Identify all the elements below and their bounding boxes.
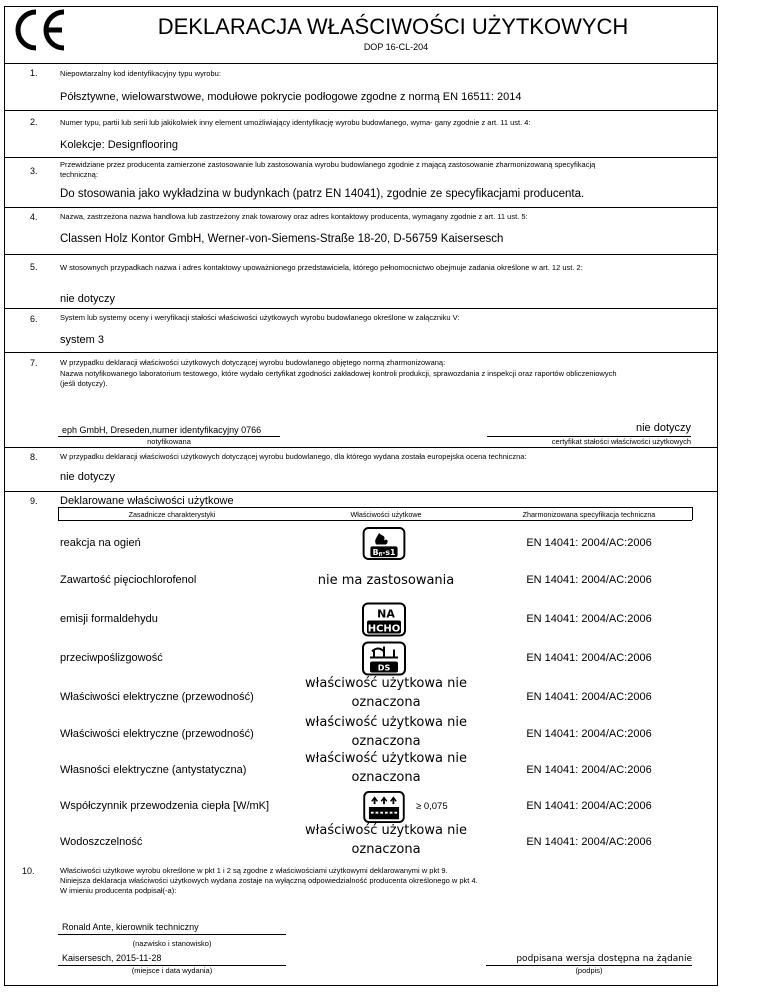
formaldehyde-na-hcho-icon: [362, 602, 406, 637]
dop-number: DOP 16-CL-204: [363, 42, 429, 52]
row-characteristic: reakcja na ogień: [60, 536, 141, 549]
svg-text:DS: DS: [377, 663, 391, 673]
section-6-value: system 3: [60, 334, 105, 346]
section-7-label: W przypadku deklaracji właściwości użytkowych dotyczącej wyrobu budowlanego objętego normą zharmonizowaną:: [60, 358, 446, 367]
section-10-line3: W imieniu producenta podpisał(-a):: [60, 886, 177, 895]
divider: [4, 254, 718, 255]
certificate-value: nie dotyczy: [635, 422, 691, 434]
signer-name: Ronald Ante, kierownik techniczny: [62, 922, 199, 932]
notified-lab-value: eph GmbH, Dreseden,numer identyfikacyjny 0766: [62, 425, 262, 435]
row-specification: EN 14041: 2004/AC:2006: [526, 800, 652, 812]
section-10-number: 10.: [22, 866, 35, 876]
divider: [4, 308, 718, 309]
section-4-number: 4.: [30, 212, 38, 222]
row-performance-value: ≥ 0,075: [416, 801, 448, 812]
divider: [4, 157, 718, 158]
row-characteristic: Zawartość pięciochlorofenol: [60, 574, 197, 586]
section-7-line3: (jeśli dotyczy).: [60, 379, 108, 388]
divider: [4, 352, 718, 353]
section-3-label-line2: techniczną:: [60, 170, 98, 179]
table-border: [58, 520, 692, 521]
table-border: [58, 507, 692, 508]
row-specification: EN 14041: 2004/AC:2006: [526, 764, 652, 776]
row-specification: EN 14041: 2004/AC:2006: [526, 690, 652, 703]
underline: [58, 934, 286, 935]
row-specification: EN 14041: 2004/AC:2006: [526, 836, 652, 848]
row-specification: EN 14041: 2004/AC:2006: [526, 728, 652, 740]
row-characteristic: Właściwości elektryczne (przewodność): [60, 728, 254, 740]
row-characteristic: Współczynnik przewodzenia ciepła [W/mK]: [60, 800, 270, 812]
row-specification: EN 14041: 2004/AC:2006: [526, 612, 652, 625]
notified-lab-caption: notyfikowana: [147, 437, 191, 446]
section-8-value: nie dotyczy: [60, 471, 116, 483]
row-specification: EN 14041: 2004/AC:2006: [526, 574, 652, 586]
section-10-line2: Niniejsza deklaracja właściwości użytkowych wydana zostaje na wyłączną odpowiedzialność producenta określonego w pkt 4.: [60, 876, 478, 885]
row-specification: EN 14041: 2004/AC:2006: [526, 536, 652, 549]
section-7-number: 7.: [30, 358, 38, 368]
section-2-value: Kolekcje: Designflooring: [60, 139, 179, 151]
section-5-number: 5.: [30, 262, 38, 272]
section-3-label-line1: Przewidziane przez producenta zamierzone zastosowanie lub zastosowania wyrobu budowlanego zgodnie z mającą zastosowanie zharmonizowaną specyfikacją: [60, 160, 596, 169]
underfloor-heating-icon: [362, 791, 406, 823]
section-6-number: 6.: [30, 314, 38, 324]
section-2-label: Numer typu, partii lub serii lub jakikolwiek inny element umożliwiający identyfikację wyrobu budowlanego, wyma- gany zgodnie z art. 11 ust. 4:: [60, 118, 531, 127]
svg-text:Bfl-s1: Bfl-s1: [372, 548, 396, 559]
row-performance: nie ma zastosowania: [317, 573, 455, 588]
row-performance: właściwość użytkowa nie oznaczona: [305, 823, 467, 857]
row-characteristic: Właściwości elektryczne (przewodność): [60, 690, 254, 703]
col-header-specification: Zharmonizowana specyfikacja techniczna: [522, 510, 656, 519]
row-performance: właściwość użytkowa nie oznaczona: [305, 715, 467, 749]
section-2-number: 2.: [30, 117, 38, 127]
section-8-label: W przypadku deklaracji właściwości użytkowych dotyczącej wyrobu budowlanego, dla którego wydana została europejska ocena techniczna:: [60, 452, 527, 461]
page-title: DEKLARACJA WŁAŚCIWOŚCI UŻYTKOWYCH: [157, 14, 629, 39]
col-header-characteristic: Zasadnicze charakterystyki: [128, 510, 216, 519]
section-9-label: Deklarowane właściwości użytkowe: [60, 495, 234, 507]
section-4-value: Classen Holz Kontor GmbH, Werner-von-Siemens-Straße 18-20, D-56759 Kaisersesch: [60, 233, 504, 245]
section-10-line1: Właściwości użytkowe wyrobu określone w pkt 1 i 2 są zgodne z właściwościami użytkowymi deklarowanymi w pkt 9.: [60, 866, 448, 875]
divider: [4, 447, 718, 448]
section-1-value: Półsztywne, wielowarstwowe, modułowe pokrycie podłogowe zgodne z normą EN 16511: 2014: [60, 91, 522, 103]
slip-resistance-ds-icon: [362, 641, 406, 676]
section-5-label: W stosownych przypadkach nazwa i adres kontaktowy upoważnionego przedstawiciela, którego pełnomocnictwo obejmuje zadania określone w art. 12 ust. 2:: [60, 263, 583, 272]
divider: [4, 491, 718, 492]
divider: [4, 110, 718, 111]
table-border: [58, 507, 59, 520]
fire-rating-bfl-s1-icon: [362, 527, 406, 560]
place-date: Kaisersesch, 2015-11-28: [62, 953, 162, 963]
section-1-number: 1.: [30, 68, 38, 78]
certificate-caption: certyfikat stałości właściwości użytkowych: [551, 437, 691, 446]
place-date-caption: (miejsce i data wydania): [131, 966, 213, 975]
row-specification: EN 14041: 2004/AC:2006: [526, 651, 652, 664]
section-3-number: 3.: [30, 166, 38, 176]
row-characteristic: Własności elektryczne (antystatyczna): [60, 764, 247, 776]
section-1-label: Niepowtarzalny kod identyfikacyjny typu wyrobu:: [60, 69, 221, 78]
signature-caption: (podpis): [575, 966, 603, 975]
section-5-value: nie dotyczy: [60, 293, 116, 305]
svg-text:NA: NA: [377, 607, 395, 621]
row-performance: właściwość użytkowa nie oznaczona: [305, 676, 467, 710]
row-characteristic: przeciwpoślizgowość: [60, 651, 163, 664]
signer-caption: (nazwisko i stanowisko): [132, 939, 212, 948]
section-6-label: System lub systemy oceny i weryfikacji stałości właściwości użytkowych wyrobu budowlanego określone w załączniku V:: [60, 313, 460, 322]
section-8-number: 8.: [30, 452, 38, 462]
row-performance: właściwość użytkowa nie oznaczona: [305, 751, 467, 785]
svg-text:HCHO: HCHO: [367, 623, 401, 635]
row-characteristic: emisji formaldehydu: [60, 612, 158, 625]
col-header-performance: Właściwości użytkowe: [350, 510, 422, 519]
table-border: [692, 507, 693, 520]
section-9-number: 9.: [30, 496, 38, 506]
divider: [4, 63, 718, 64]
section-7-line2: Nazwa notyfikowanego laboratorium testowego, które wydało certyfikat zgodności zakładowej kontroli produkcji, sprawozdania z inspekcji oraz raportów obliczeniowych: [60, 369, 617, 378]
row-characteristic: Wodoszczelność: [60, 836, 143, 848]
signature-note: podpisana wersja dostępna na żądanie: [516, 954, 692, 964]
section-4-label: Nazwa, zastrzeżona nazwa handlowa lub zastrzeżony znak towarowy oraz adres kontaktowy producenta, wymagany zgodnie z art. 11 ust. 5:: [60, 212, 528, 221]
section-3-value: Do stosowania jako wykładzina w budynkach (patrz EN 14041), zgodnie ze specyfikacjami producenta.: [60, 188, 585, 200]
divider: [4, 207, 718, 208]
